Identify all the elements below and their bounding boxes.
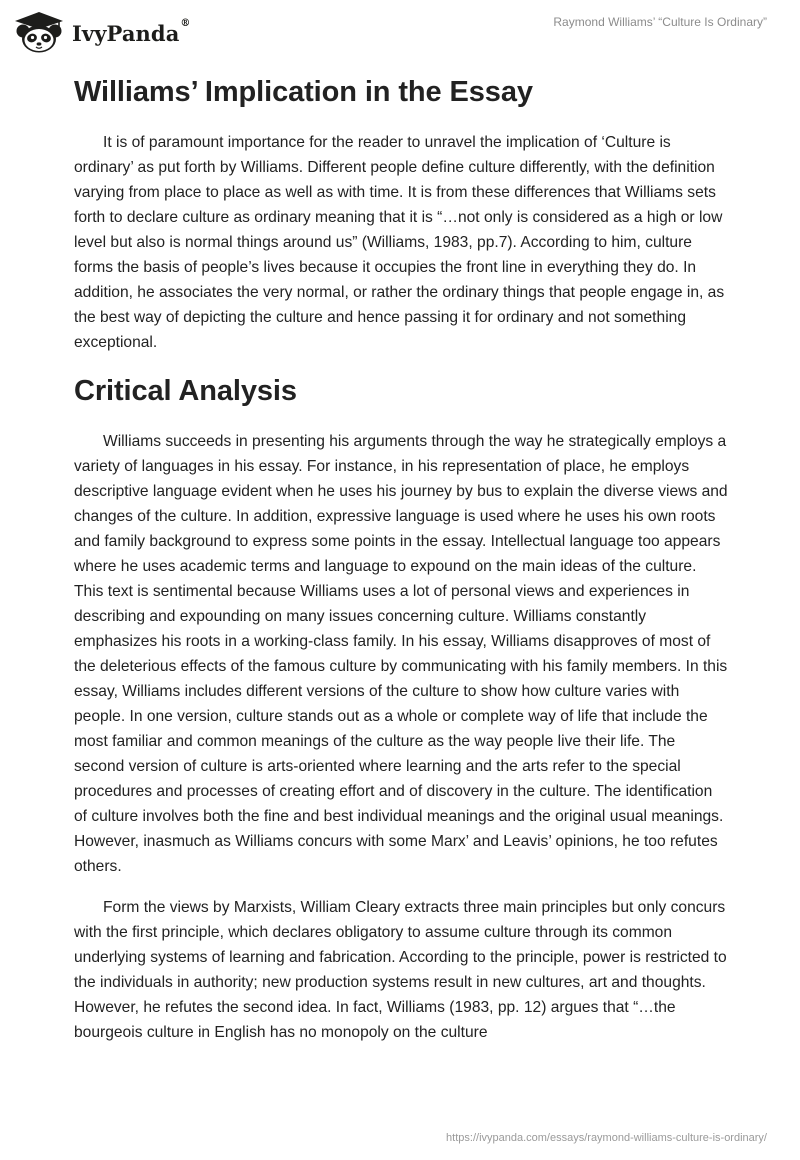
registered-mark: ® bbox=[180, 17, 191, 29]
paragraph: Form the views by Marxists, William Cleary extracts three main principles but only concurs with the first principle, which declares obligatory to assume culture through its common underlying systems of learning and fabrication. According to the principle, power is restricted to the individuals in authority; new production systems result in new cultures, art and thoughts. However, he refutes the second idea. In fact, Williams (1983, pp. 12) argues that “…the bourgeois culture in English has no monopoly on the culture bbox=[74, 899, 727, 1041]
page-header bbox=[0, 0, 800, 60]
paragraph: It is of paramount importance for the reader to unravel the implication of ‘Culture is ordinary’ as put forth by Williams. Different people define culture differently, with the definition varying from place to place as well as with time. It is from these differences that Williams sets forth to declare culture as ordinary meaning that it is “…not only is considered as a high or low level but also is normal things around us” (Williams, 1983, pp.7). According to him, culture forms the basis of people’s lives because it occupies the front line in everything they do. In addition, he associates the very normal, or rather the ordinary things that people engage in, as the best way of depicting the culture and hence passing it for ordinary and not something exceptional. bbox=[74, 134, 725, 351]
panda-graduate-icon bbox=[12, 10, 66, 54]
running-title: Raymond Williams’ “Culture Is Ordinary” bbox=[553, 15, 767, 29]
section-heading: Williams’ Implication in the Essay bbox=[74, 76, 533, 108]
essay-content bbox=[74, 70, 728, 1045]
paragraph: Williams succeeds in presenting his arguments through the way he strategically employs a variety of languages in his essay. For instance, in his representation of place, he employs descriptive language evident when he uses his journey by bus to explain the diverse views and changes of the culture. In addition, expressive language is used where he uses his own roots and family background to express some points in the essay. Intellectual language too appears where he uses academic terms and language to expound on the main ideas of the culture. This text is sentimental because Williams uses a lot of personal views and experiences in describing and expounding on many issues concerning culture. Williams constantly emphasizes his roots in a working-class family. In his essay, Williams disapproves of most of the deleterious effects of the famous culture by communicating with his family members. In this essay, Williams includes different versions of the culture to show how culture varies with people. In one version, culture stands out as a whole or complete way of life that include the most familiar and common meanings of the culture as the way people live their life. The second version of culture is arts-oriented where learning and the arts refer to the special procedures and processes of creating effort and of discovery in the culture. The identification of culture involves both the fine and best individual meanings and the original usual meanings. However, inasmuch as Williams concurs with some Marx’ and Leavis’ opinions, he too refutes others. bbox=[74, 433, 728, 875]
source-url-link[interactable]: https://ivypanda.com/essays/raymond-williams-culture-is-ordinary/ bbox=[446, 1132, 767, 1144]
brand-name: IvyPanda® bbox=[72, 17, 191, 46]
ivypanda-logo-link[interactable] bbox=[12, 10, 191, 54]
section-heading: Critical Analysis bbox=[74, 375, 297, 407]
